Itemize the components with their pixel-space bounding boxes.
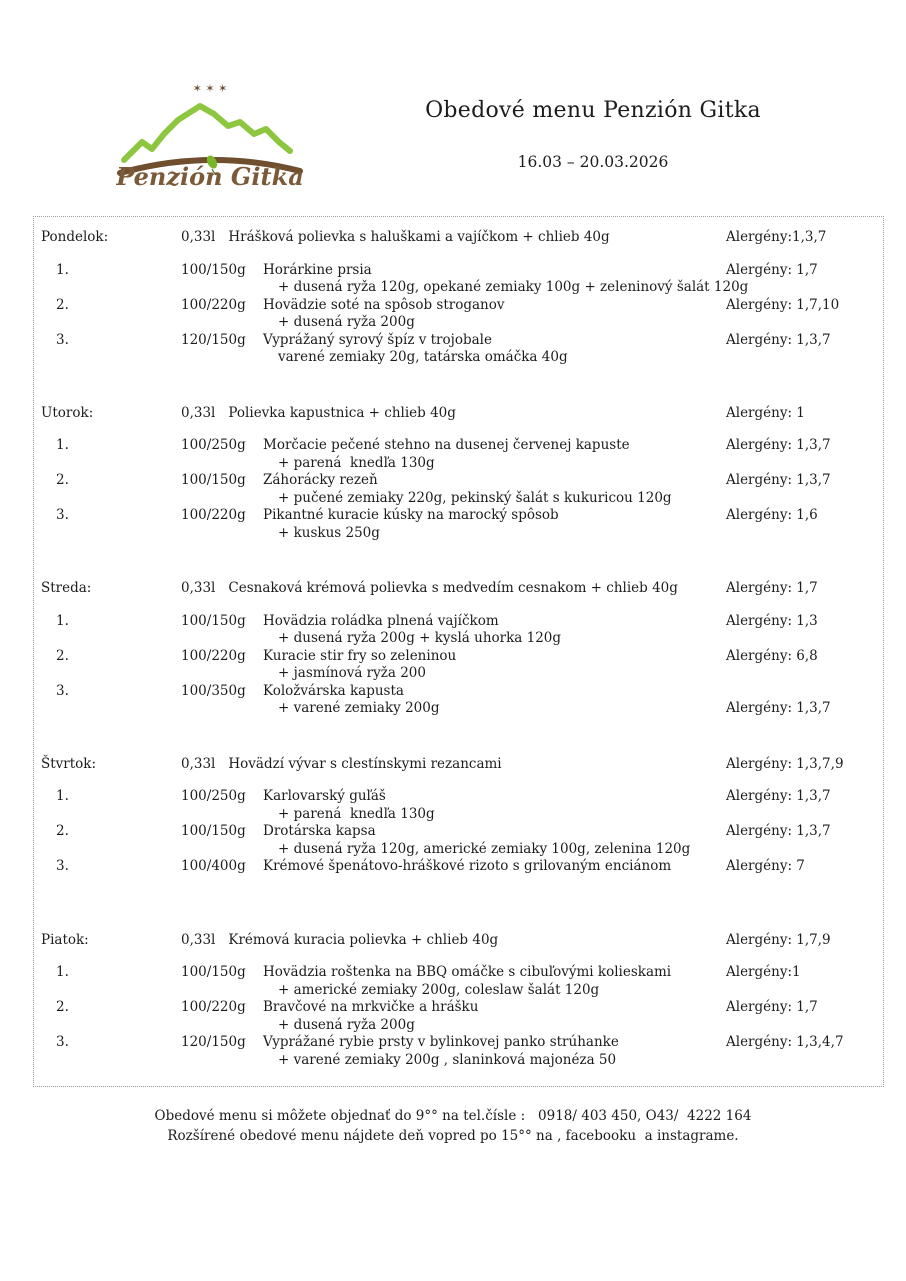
item-name: Karlovarský guľáš <box>263 788 386 804</box>
item-portion: 100/150g <box>181 472 246 488</box>
item-side-row <box>41 455 883 473</box>
footer <box>0 1106 906 1146</box>
item-side: + parená knedľa 130g <box>278 454 435 471</box>
soup-name: Krémová kuracia polievka + chlieb 40g <box>228 931 499 948</box>
item-portion: 100/150g <box>181 823 246 839</box>
item-allergens: Alergény: 1,3 <box>726 612 818 629</box>
item-name: Horárkine prsia <box>263 261 372 278</box>
item-name: Morčacie pečené stehno na dusenej červenej kapuste <box>263 437 630 453</box>
day-label: Piatok: <box>41 931 89 948</box>
item-allergens: Alergény: 1,3,7 <box>726 700 831 716</box>
item-side: + dusená ryža 120g, opekané zemiaky 100g + zeleninový šalát 120g <box>278 279 749 295</box>
item-allergens: Alergény: 7 <box>726 858 805 874</box>
day-label: Streda: <box>41 580 92 596</box>
item-portion: 120/150g <box>181 1034 246 1050</box>
item-side: + dusená ryža 200g + kyslá uhorka 120g <box>278 630 562 646</box>
item-side-row <box>41 314 883 332</box>
menu-item-row <box>41 332 883 350</box>
mountain-ridge-icon <box>124 106 290 160</box>
item-name: Záhorácky rezeň <box>263 472 378 488</box>
item-side-row <box>41 841 883 859</box>
item-name: Hovädzia roládka plnená vajíčkom <box>263 612 499 629</box>
item-number: 2. <box>56 472 69 488</box>
item-name: Kuracie stir fry so zeleninou <box>263 647 457 664</box>
item-name: Vyprážaný syrový špíz v trojobale <box>263 331 492 348</box>
item-allergens: Alergény: 1,3,7 <box>726 437 831 453</box>
day-label: Utorok: <box>41 404 94 421</box>
soup-name: Hrášková polievka s haluškami a vajíčkom + chlieb 40g <box>228 229 610 245</box>
item-allergens: Alergény:1 <box>726 964 801 980</box>
item-number: 3. <box>56 1034 69 1050</box>
item-portion: 100/220g <box>181 296 246 313</box>
day-label: Pondelok: <box>41 229 109 245</box>
day-label: Štvrtok: <box>41 755 97 772</box>
soup-allergens: Alergény: 1,3,7,9 <box>726 755 844 772</box>
menu-item-row <box>41 613 883 631</box>
soup-row <box>41 756 883 774</box>
item-portion: 100/220g <box>181 507 246 523</box>
item-name: Koložvárska kapusta <box>263 682 404 699</box>
item-portion: 100/350g <box>181 682 246 699</box>
item-portion: 100/250g <box>181 437 246 453</box>
day-block <box>41 580 883 718</box>
item-portion: 100/150g <box>181 964 246 980</box>
item-number: 3. <box>56 682 69 699</box>
item-portion: 100/150g <box>181 261 246 278</box>
menu-item-row <box>41 1034 883 1052</box>
menu-item-row <box>41 999 883 1017</box>
item-number: 2. <box>56 999 69 1015</box>
menu-item-row <box>41 472 883 490</box>
item-side: + dusená ryža 200g <box>278 314 415 330</box>
menu-item-row <box>41 683 883 701</box>
item-number: 2. <box>56 823 69 839</box>
item-allergens: Alergény: 1,7 <box>726 999 818 1015</box>
item-allergens: Alergény: 1,3,7 <box>726 788 831 804</box>
item-side: + dusená ryža 200g <box>278 1016 415 1033</box>
item-portion: 120/150g <box>181 331 246 348</box>
item-number: 2. <box>56 647 69 664</box>
item-side-row <box>41 279 883 297</box>
soup-portion: 0,33l <box>181 404 216 421</box>
logo-stars: ✶ ✶ ✶ <box>192 82 228 95</box>
item-side: + jasmínová ryža 200 <box>278 665 426 681</box>
item-side-row <box>41 665 883 683</box>
item-number: 1. <box>56 612 69 629</box>
soup-portion: 0,33l <box>181 229 216 245</box>
item-side-row <box>41 349 883 367</box>
item-number: 3. <box>56 858 69 874</box>
item-side: varené zemiaky 20g, tatárska omáčka 40g <box>278 349 568 365</box>
header <box>280 98 906 171</box>
item-side-row <box>41 525 883 543</box>
item-number: 1. <box>56 261 69 278</box>
item-name: Hovädzie soté na spôsob stroganov <box>263 296 505 313</box>
item-side-row <box>41 1017 883 1035</box>
item-name: Vyprážané rybie prsty v bylinkovej panko strúhanke <box>263 1034 619 1050</box>
menu-item-row <box>41 823 883 841</box>
item-name: Drotárska kapsa <box>263 823 376 839</box>
menu-item-row <box>41 437 883 455</box>
item-side-row <box>41 806 883 824</box>
menu-item-row <box>41 648 883 666</box>
soup-allergens: Alergény: 1,7 <box>726 580 818 596</box>
item-number: 3. <box>56 331 69 348</box>
item-name: Hovädzia roštenka na BBQ omáčke s cibuľovými kolieskami <box>263 964 672 980</box>
item-allergens: Alergény: 1,3,7 <box>726 823 831 839</box>
item-side: + varené zemiaky 200g , slaninková majonéza 50 <box>278 1051 617 1068</box>
footer-order-info: Obedové menu si môžete objednať do 9°° na tel.čísle : 0918/ 403 450, O43/ 4222 164 <box>154 1108 752 1124</box>
soup-row <box>41 580 883 598</box>
item-allergens: Alergény: 1,3,4,7 <box>726 1034 844 1050</box>
day-block <box>41 756 883 876</box>
menu-item-row <box>41 262 883 280</box>
item-side-row <box>41 490 883 508</box>
menu-item-row <box>41 788 883 806</box>
item-side-row <box>41 630 883 648</box>
item-portion: 100/220g <box>181 999 246 1015</box>
item-side-row <box>41 1052 883 1070</box>
footer-social-info: Rozšírené obedové menu nájdete deň vopred po 15°° na , facebooku a instagrame. <box>167 1128 739 1144</box>
soup-portion: 0,33l <box>181 755 216 772</box>
day-block <box>41 405 883 543</box>
item-number: 1. <box>56 788 69 804</box>
menu-item-row <box>41 297 883 315</box>
item-portion: 100/250g <box>181 788 246 804</box>
item-number: 2. <box>56 296 69 313</box>
item-side: + parená knedľa 130g <box>278 805 435 822</box>
item-portion: 100/150g <box>181 612 246 629</box>
item-allergens: Alergény: 1,3,7 <box>726 331 831 348</box>
soup-portion: 0,33l <box>181 580 216 596</box>
item-side: + americké zemiaky 200g, coleslaw šalát 120g <box>278 981 600 998</box>
soup-name: Polievka kapustnica + chlieb 40g <box>228 404 456 421</box>
item-name: Pikantné kuracie kúsky na marocký spôsob <box>263 507 559 523</box>
soup-name: Hovädzí vývar s clestínskymi rezancami <box>228 755 502 772</box>
day-block <box>41 229 883 367</box>
menu-item-row <box>41 858 883 876</box>
menu-table <box>33 216 884 1087</box>
logo-wordmark: Penzión Gitka <box>116 162 304 188</box>
item-side: + kuskus 250g <box>278 524 380 541</box>
soup-row <box>41 405 883 423</box>
item-name: Krémové špenátovo-hráškové rizoto s grilovaným enciánom <box>263 858 672 874</box>
item-portion: 100/220g <box>181 647 246 664</box>
item-allergens: Alergény: 1,3,7 <box>726 472 831 488</box>
soup-allergens: Alergény:1,3,7 <box>726 229 827 245</box>
page-title: Obedové menu Penzión Gitka <box>425 98 761 123</box>
item-number: 3. <box>56 507 69 523</box>
item-number: 1. <box>56 964 69 980</box>
soup-row <box>41 229 883 247</box>
item-allergens: Alergény: 1,6 <box>726 507 818 523</box>
soup-row <box>41 932 883 950</box>
item-number: 1. <box>56 437 69 453</box>
penzion-gitka-logo <box>116 76 304 188</box>
soup-portion: 0,33l <box>181 931 216 948</box>
item-side: + varené zemiaky 200g <box>278 700 440 716</box>
item-side: + pučené zemiaky 220g, pekinský šalát s kukuricou 120g <box>278 489 672 506</box>
menu-item-row <box>41 507 883 525</box>
soup-allergens: Alergény: 1,7,9 <box>726 931 831 948</box>
item-side: + dusená ryža 120g, americké zemiaky 100g, zelenina 120g <box>278 840 691 857</box>
item-side-row <box>41 982 883 1000</box>
item-portion: 100/400g <box>181 858 246 874</box>
item-allergens: Alergény: 6,8 <box>726 647 818 664</box>
item-allergens: Alergény: 1,7,10 <box>726 296 840 313</box>
item-name: Bravčové na mrkvičke a hrášku <box>263 999 479 1015</box>
date-range: 16.03 – 20.03.2026 <box>517 153 669 171</box>
day-block <box>41 932 883 1070</box>
item-side-row <box>41 700 883 718</box>
item-allergens: Alergény: 1,7 <box>726 261 818 278</box>
soup-allergens: Alergény: 1 <box>726 404 805 421</box>
menu-item-row <box>41 964 883 982</box>
soup-name: Cesnaková krémová polievka s medvedím cesnakom + chlieb 40g <box>228 580 678 596</box>
